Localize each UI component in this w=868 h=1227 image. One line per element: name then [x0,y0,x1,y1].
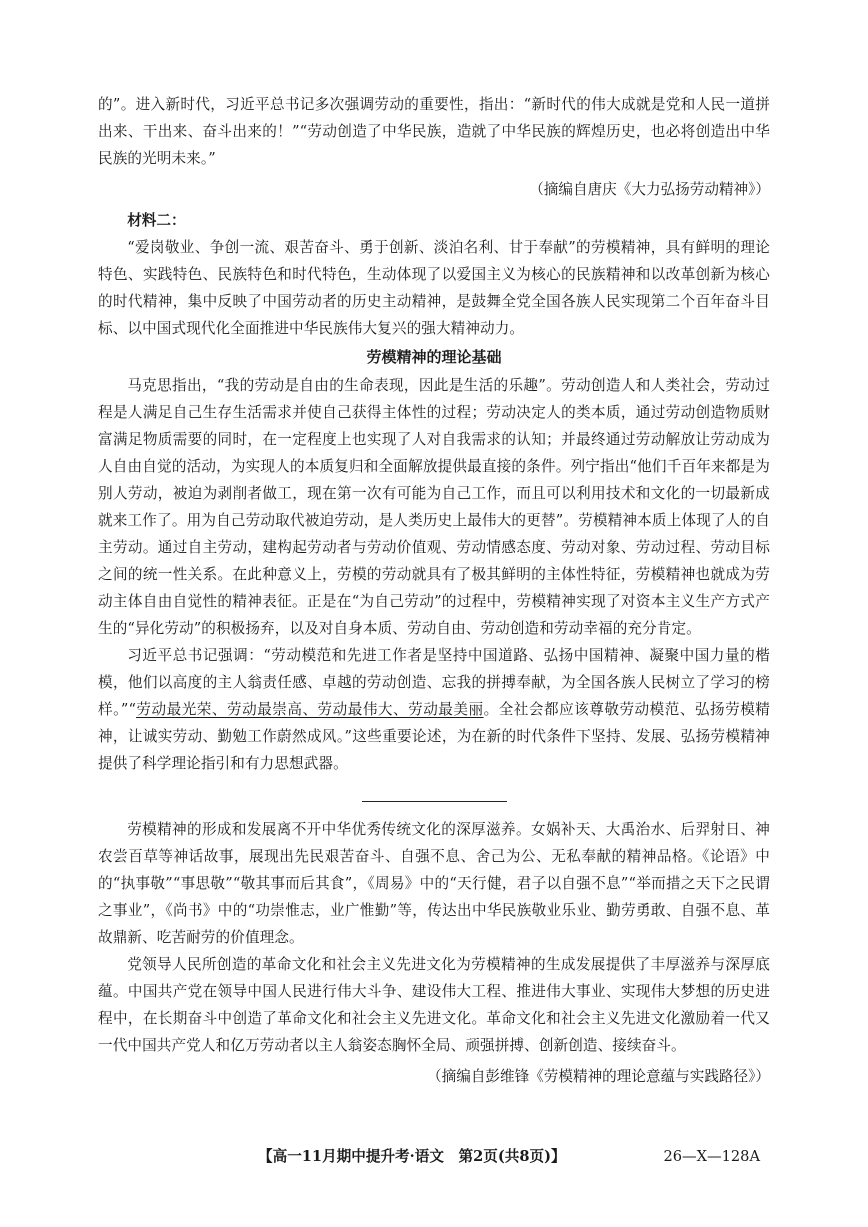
section-heading: 劳模精神的理论基础 [366,348,502,366]
tradition-paragraph: 劳模精神的形成和发展离不开中华优秀传统文化的深厚滋养。女娲补天、大禹治水、后羿射日、神农尝百草等神话故事，展现出先民艰苦奋斗、自强不息、舍己为公、无私奉献的精神品格。《论语》中的“执事敬”“事思敬”“敬其事而后其食”，《周易》中的“天行健，君子以自强不息”“举而措之天下之民谓之事业”，《尚书》中的“功崇惟志，业广惟勤”等，传达出中华民族敬业乐业、勤劳勇敢、自强不息、革故鼎新、吃苦耐劳的价值理念。 [98,821,770,946]
section-divider [362,801,507,802]
intro-paragraph: 的”。进入新时代，习近平总书记多次强调劳动的重要性，指出：“新时代的伟大成就是党和人民一道拼出来、干出来、奋斗出来的！”“劳动创造了中华民族，造就了中华民族的辉煌历史，也必将创造出中华民族的光明未来。” [98,96,770,167]
party-paragraph: 党领导人民所创造的革命文化和社会主义先进文化为劳模精神的生成发展提供了丰厚滋养与深厚底蕴。中国共产党在领导中国人民进行伟大斗争、建设伟大工程、推进伟大事业、实现伟大梦想的历史进程中，在长期奋斗中创造了革命文化和社会主义先进文化。革命文化和社会主义先进文化激励着一代又一代中国共产党人和亿万劳动者以主人翁姿态胸怀全局、顽强拼搏、创新创造、接续奋斗。 [98,956,770,1054]
underlined-quote: 劳动最光荣、劳动最崇高、劳动最伟大、劳动最美丽 [136,701,484,718]
source-citation-2: （摘编自彭维锋《劳模精神的理论意蕴与实践路径》） [427,1068,770,1085]
xi-paragraph-part-1: 习近平总书记强调：“劳动模范和先进工作者是坚持中国道路、弘扬中国精神、凝聚中国力量的楷模，他们以高度的主人翁责任感、卓越的劳动创造、忘我的拼搏奉献，为全国各族人民树立了学习的榜样。”“ [98,647,770,718]
material-2-paragraph: “爱岗敬业、争创一流、艰苦奋斗、勇于创新、淡泊名利、甘于奉献”的劳模精神，具有鲜明的理论特色、实践特色、民族特色和时代特色，生动体现了以爱国主义为核心的民族精神和以改革创新为核心的时代精神，集中反映了中国劳动者的历史主动精神，是鼓舞全党全国各族人民实现第二个百年奋斗目标、以中国式现代化全面推进中华民族伟大复兴的强大精神动力。 [98,239,770,337]
footer-exam-info: 【高一11月期中提升考·语文 第2页(共8页)】 [258,1148,566,1165]
footer-paper-code: 26—X—128A [663,1148,760,1165]
source-citation-1: （摘编自唐庆《大力弘扬劳动精神》） [529,181,770,198]
xi-paragraph-part-2: 。全社会都应该尊敬劳动模范、弘扬劳模精神，让诚实劳动、勤勉工作蔚然成风。”这些重要论述，为在新的时代条件下坚持、发展、弘扬劳模精神提供了科学理论指引和有力思想武器。 [98,701,770,772]
exam-page [98,91,770,1165]
marx-paragraph: 马克思指出，“我的劳动是自由的生命表现，因此是生活的乐趣”。劳动创造人和人类社会，劳动过程是人满足自己生存生活需求并使自己获得主体性的过程；劳动决定人的类本质，通过劳动创造物质财富满足物质需要的同时，在一定程度上也实现了人对自我需求的认知；并最终通过劳动解放让劳动成为人自由自觉的活动，为实现人的本质复归和全面解放提供最直接的条件。列宁指出“他们千百年来都是为别人劳动，被迫为剥削者做工，现在第一次有可能为自己工作，而且可以利用技术和文化的一切最新成就来工作了。用为自己劳动取代被迫劳动，是人类历史上最伟大的更替”。劳模精神本质上体现了人的自主劳动。通过自主劳动，建构起劳动者与劳动价值观、劳动情感态度、劳动对象、劳动过程、劳动目标之间的统一性关系。在此种意义上，劳模的劳动就具有了极其鲜明的主体性特征，劳模精神也就成为劳动主体自由自觉性的精神表征。正是在“为自己劳动”的过程中，劳模精神实现了对资本主义生产方式产生的“异化劳动”的积极扬弃，以及对自身本质、劳动自由、劳动创造和劳动幸福的充分肯定。 [98,377,770,637]
material-2-label: 材料二： [127,212,186,229]
xi-paragraph [98,642,770,777]
